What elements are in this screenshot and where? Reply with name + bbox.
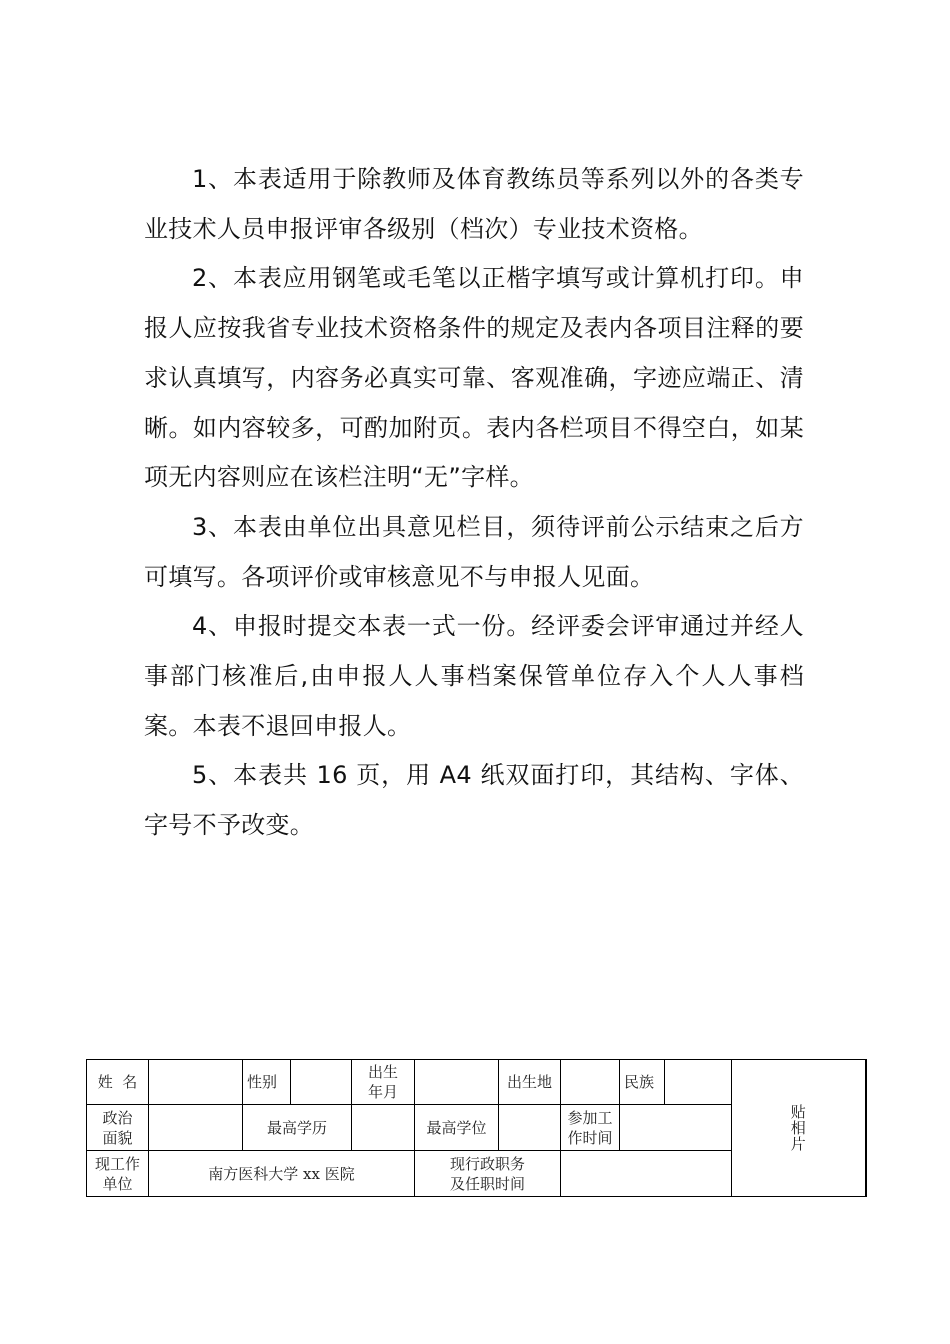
- photo-label-2: 相: [790, 1119, 806, 1137]
- ethnicity-label: [620, 1060, 665, 1105]
- work-start-label-line1: 参加工: [567, 1108, 613, 1127]
- employer-label: [87, 1151, 149, 1197]
- work-start-label-line2: 作时间: [567, 1128, 613, 1147]
- ethnicity-field[interactable]: [665, 1060, 732, 1105]
- political-status-label: [87, 1105, 149, 1151]
- political-status-label-line2: 面貌: [102, 1128, 133, 1147]
- political-status-label-line1: 政治: [102, 1108, 133, 1127]
- gender-label: [243, 1060, 291, 1105]
- degree-label-text: 最高学位: [426, 1118, 487, 1137]
- degree-label: [415, 1105, 499, 1151]
- birthplace-label-text: 出生地: [506, 1073, 552, 1091]
- education-label: [243, 1105, 352, 1151]
- ethnicity-label-text: 民族: [624, 1073, 655, 1091]
- instruction-3: 3、本表由单位出具意见栏目，须待评前公示结束之后方可填写。各项评价或审核意见不与申报人见面。: [144, 512, 804, 591]
- instruction-2: 2、本表应用钢笔或毛笔以正楷字填写或计算机打印。申报人应按我省专业技术资格条件的规定及表内各项目注释的要求认真填写，内容务必真实可靠、客观准确，字迹应端正、清晰。如内容较多，可酌加附页。表内各栏项目不得空白，如某项无内容则应在该栏注明“无”字样。: [144, 264, 804, 492]
- work-start-field[interactable]: [620, 1105, 732, 1151]
- gender-field[interactable]: [291, 1060, 352, 1105]
- photo-label-1: 贴: [790, 1103, 806, 1121]
- photo-label-3: 片: [790, 1135, 806, 1153]
- position-label: [415, 1151, 561, 1197]
- gender-label-text: 性别: [247, 1073, 278, 1091]
- name-label: [87, 1060, 149, 1105]
- birthplace-label: [499, 1060, 561, 1105]
- employer-label-line1: 现工作: [94, 1154, 140, 1173]
- photo-cell[interactable]: [732, 1060, 866, 1197]
- instruction-5: 5、本表共 16 页，用 A4 纸双面打印，其结构、字体、字号不予改变。: [144, 761, 804, 840]
- birth-date-label: [352, 1060, 415, 1105]
- position-label-line1: 现行政职务: [449, 1154, 525, 1173]
- birth-date-label-line2: 年月: [367, 1083, 398, 1101]
- degree-field[interactable]: [499, 1105, 561, 1151]
- employer-value: 南方医科大学 xx 医院: [208, 1164, 355, 1183]
- instruction-4: 4、申报时提交本表一式一份。经评委会评审通过并经人事部门核准后,由申报人人事档案保管单位存入个人人事档案。本表不退回申报人。: [144, 612, 804, 740]
- employer-field[interactable]: [149, 1151, 415, 1197]
- education-field[interactable]: [352, 1105, 415, 1151]
- applicant-info-table: [86, 1059, 867, 1197]
- birth-date-label-line1: 出生: [367, 1063, 398, 1081]
- instructions: [144, 155, 804, 851]
- name-field[interactable]: [149, 1060, 243, 1105]
- employer-label-line2: 单位: [102, 1174, 133, 1193]
- position-label-line2: 及任职时间: [449, 1174, 525, 1193]
- name-label-text: 姓 名: [97, 1073, 138, 1091]
- position-field[interactable]: [561, 1151, 732, 1197]
- birth-date-field[interactable]: [415, 1060, 499, 1105]
- instruction-1: 1、本表适用于除教师及体育教练员等系列以外的各类专业技术人员申报评审各级别（档次）专业技术资格。: [144, 165, 804, 243]
- work-start-label: [561, 1105, 620, 1151]
- education-label-text: 最高学历: [266, 1118, 327, 1137]
- birthplace-field[interactable]: [561, 1060, 620, 1105]
- political-status-field[interactable]: [149, 1105, 243, 1151]
